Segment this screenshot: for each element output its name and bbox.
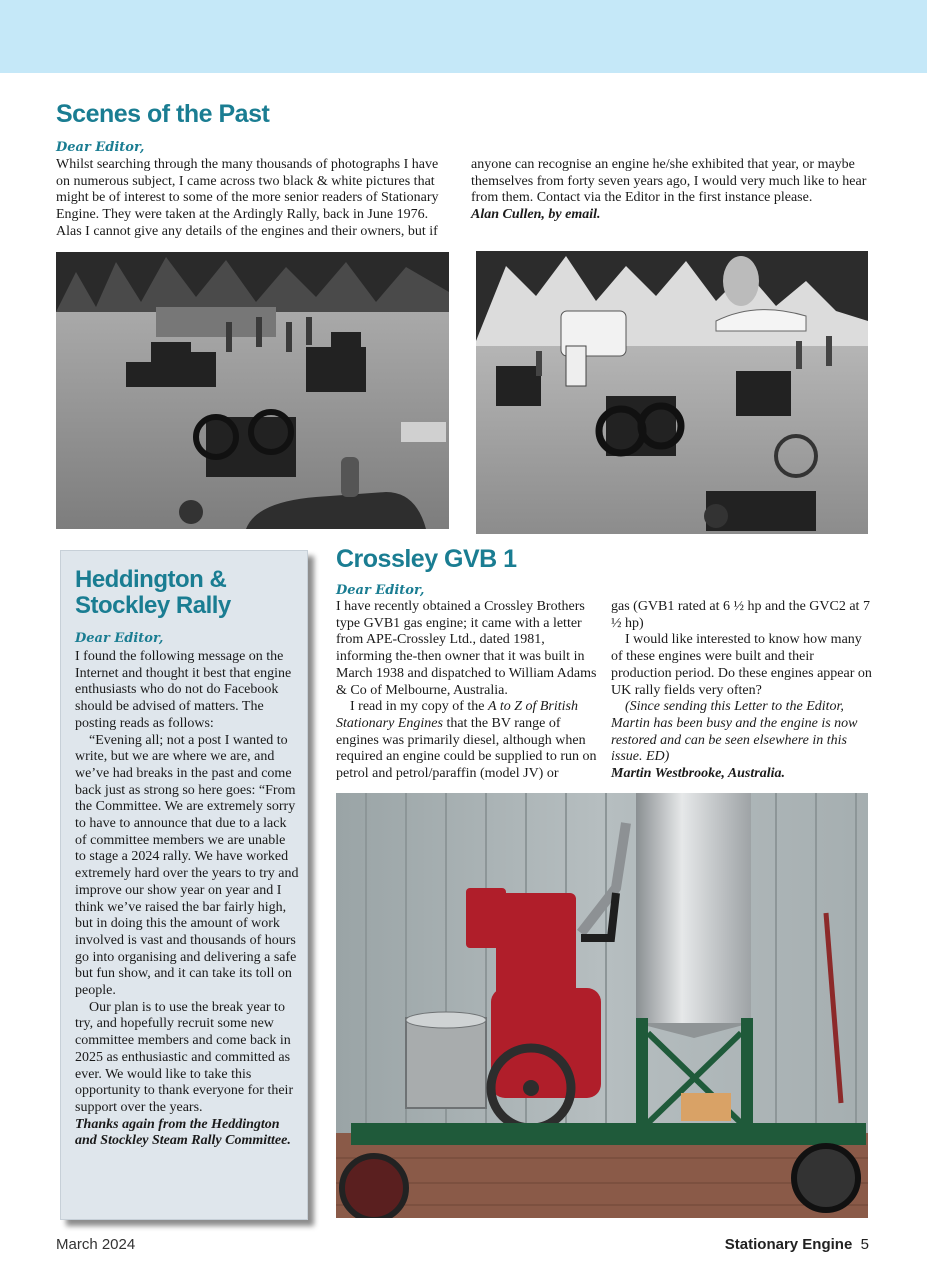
crossley-paragraph-2 [336,699,600,783]
crossley-paragraph-1: I have recently obtained a Crossley Brothers type GVB1 gas engine; it came with a letter from APE-Crossley Ltd., dated 1981, informing the-then owner that it was built in March 1938 and dispatched to William Adams & Co of Melbourne, Australia. [336,599,597,698]
scenes-paragraph-2: anyone can recognise an engine he/she exhibited that year, or maybe themselves from forty seven years ago, I would very much like to hear from them. Contact via the Editor in the first instance please. [471,157,867,206]
scenes-paragraph-1: Whilst searching through the many thousands of photographs I have on numerous subject, I came across two black & white pictures that might be of interest to some of the more senior readers of Stationary Engine. They were taken at the Ardingly Rally, back in June 1976. Alas I cannot give any details of the engines and their owners, but if [56,157,439,239]
crossley-column-2 [611,599,873,783]
ardingly-rally-photo-1 [56,252,449,529]
top-color-band [0,0,927,73]
ardingly-rally-photo-2 [476,251,868,534]
crossley-engine-photo [336,793,868,1218]
footer-magazine-name: Stationary Engine [724,1236,853,1253]
scenes-column-2 [471,157,871,224]
heddington-paragraph-3: Our plan is to use the break year to try, and hopefully recruit some new committee members and come back in 2025 as enthusiastic and committed as ever. We would like to take this opportunity to thank everyone for their support over the years. [75,999,294,1115]
heddington-paragraph-1: I found the following message on the Internet and thought it best that engine enthusiasts who do not do Facebook should be advised of matters. The posting reads as follows: [75,649,292,731]
heddington-title-line-1: Heddington & [75,566,227,593]
crossley-paragraph-4: I would like interested to know how many of these engines were built and their production period. Do these engines appear on UK rally fields very often? [611,632,872,698]
crossley-editor-note: (Since sending this Letter to the Editor, Martin has been busy and the engine is now restored and can be seen elsewhere in this issue. ED) [611,699,858,765]
heddington-paragraph-2: “Evening all; not a post I wanted to write, but we are where we are, and we’ve had breaks in the past and come back just as strong so here goes: “From the Committee. We are extremely sorry to have to announce that due to a lack of committee members we are unable to stage a 2024 rally. We have worked extremely hard over the years to try and improve our show year on year and I think we’ve raised the bar fairly high, but in doing this the amount of work involved is vast and thousands of hours go into organising and delivering a safe but fun show, and it can take its toll on people. [75,732,299,999]
crossley-signature: Martin Westbrooke, Australia. [611,766,786,782]
heddington-title-line-2: Stockley Rally [75,592,231,619]
scenes-signature: Alan Cullen, by email. [471,207,601,223]
heddington-letter [75,649,299,1150]
footer-date: March 2024 [56,1236,136,1253]
heddington-salutation: Dear Editor, [75,631,164,646]
crossley-gvb1-title: Crossley GVB 1 [336,545,517,573]
crossley-paragraph-3: gas (GVB1 rated at 6 ½ hp and the GVC2 at 7 ½ hp) [611,599,870,631]
heddington-sidebar-box [60,550,308,1220]
crossley-salutation: Dear Editor, [336,583,425,598]
heddington-signature: Thanks again from the Heddington and Stockley Steam Rally Committee. [75,1116,291,1149]
scenes-column-1 [56,157,454,241]
crossley-column-1 [336,599,600,783]
scenes-salutation: Dear Editor, [56,140,145,155]
footer-magazine-and-page [725,1236,869,1253]
crossley-book-title: A to Z of British Stationary Engines [336,699,578,731]
heddington-stockley-title [75,567,305,619]
crossley-p2-before: I read in my copy of the [350,699,489,715]
crossley-p2-after: that the BV range of engines was primarily diesel, although when required an engine could be supplied to run on petrol and petrol/paraffin (model JV) or [336,715,597,782]
scenes-of-the-past-title: Scenes of the Past [56,100,270,128]
footer-page-number: 5 [860,1236,869,1253]
